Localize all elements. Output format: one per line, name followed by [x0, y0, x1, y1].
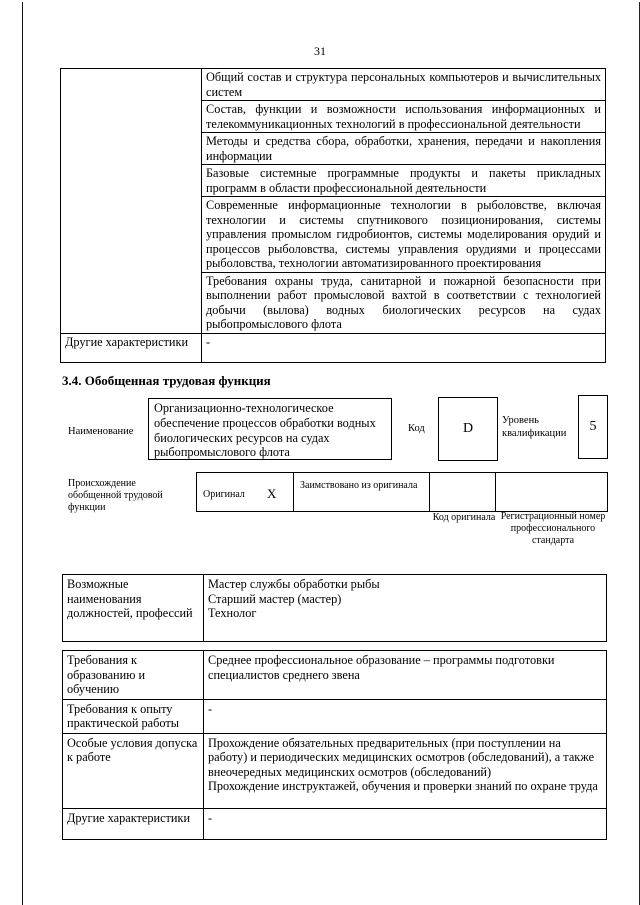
condition-line: Прохождение обязательных предварительных (при поступлении на работу) и периодических медицинских осмотров (обследований), а также внеочередных медицинских осмотров (обследований)	[208, 735, 595, 779]
positions-label: Возможные наименования должностей, профессий	[63, 575, 204, 642]
knowledge-item: Базовые системные программные продукты и пакеты прикладных программ в области профессиональной деятельности	[202, 165, 606, 197]
condition-line: -	[208, 701, 213, 716]
positions-values	[204, 575, 607, 642]
other-characteristics-label: Другие характеристики	[61, 333, 202, 362]
level-label: Уровень квалификации	[502, 415, 567, 439]
page-left-edge	[22, 2, 23, 905]
condition-value	[204, 733, 607, 808]
knowledge-item: Состав, функции и возможности использования информационных и телекоммуникационных технологий в профессиональной деятельности	[202, 101, 606, 133]
condition-line: Прохождение инструктажей, обучения и проверки знаний по охране труда	[208, 779, 598, 793]
knowledge-table	[60, 68, 606, 363]
condition-label: Другие характеристики	[63, 808, 204, 839]
other-characteristics-value: -	[202, 333, 606, 362]
origin-divider	[429, 473, 430, 511]
code-original-caption: Код оригинала	[432, 512, 496, 523]
condition-line: -	[208, 810, 213, 825]
condition-label: Особые условия допуска к работе	[63, 733, 204, 808]
condition-line: Среднее профессиональное образование – программы подготовки специалистов среднего звена	[208, 653, 555, 682]
original-label: Оригинал	[203, 489, 245, 500]
borrowed-label: Заимствовано из оригинала	[300, 480, 418, 491]
origin-row	[196, 472, 608, 512]
position-item: Старший мастер (мастер)	[208, 591, 342, 606]
name-label: Наименование	[68, 426, 134, 437]
level-box: 5	[578, 395, 608, 459]
condition-value	[204, 699, 607, 733]
origin-label: Происхождение обобщенной трудовой функции	[68, 478, 163, 513]
conditions-table	[62, 650, 607, 840]
function-name-box: Организационно-технологическое обеспечение процессов обработки водных биологических ресурсов на судах рыбопромыслового флота	[148, 398, 392, 460]
condition-label: Требования к образованию и обучению	[63, 651, 204, 700]
condition-value	[204, 808, 607, 839]
origin-divider	[293, 473, 294, 511]
reg-number-caption: Регистрационный номер профессионального стандарта	[500, 511, 606, 546]
code-box: D	[438, 397, 498, 461]
position-item: Мастер службы обработки рыбы	[208, 577, 380, 591]
page-number: 31	[314, 44, 326, 58]
code-label: Код	[408, 423, 425, 434]
condition-label: Требования к опыту практической работы	[63, 699, 204, 733]
position-item: Технолог	[208, 606, 257, 620]
positions-table	[62, 574, 607, 642]
knowledge-item: Современные информационные технологии в рыболовстве, включая технологии и системы спутникового позиционирования, системы управления промыслом гидробионтов, системы моделирования орудий и процессов рыболовства, системы управления орудиями и процессами рыболовства, технологии автоматизированного проектирования	[202, 197, 606, 273]
section-title: 3.4. Обобщенная трудовая функция	[62, 373, 271, 388]
condition-value	[204, 651, 607, 700]
knowledge-item: Требования охраны труда, санитарной и пожарной безопасности при выполнении работ промысловой вахтой в соответствии с технологией добычи (вылова) водных биологических ресурсов на судах рыбопромыслового флота	[202, 272, 606, 333]
origin-divider	[495, 473, 496, 511]
knowledge-item: Общий состав и структура персональных компьютеров и вычислительных систем	[202, 69, 606, 101]
knowledge-label-cell	[61, 69, 202, 334]
original-mark: X	[267, 486, 277, 501]
knowledge-item: Методы и средства сбора, обработки, хранения, передачи и накопления информации	[202, 133, 606, 165]
